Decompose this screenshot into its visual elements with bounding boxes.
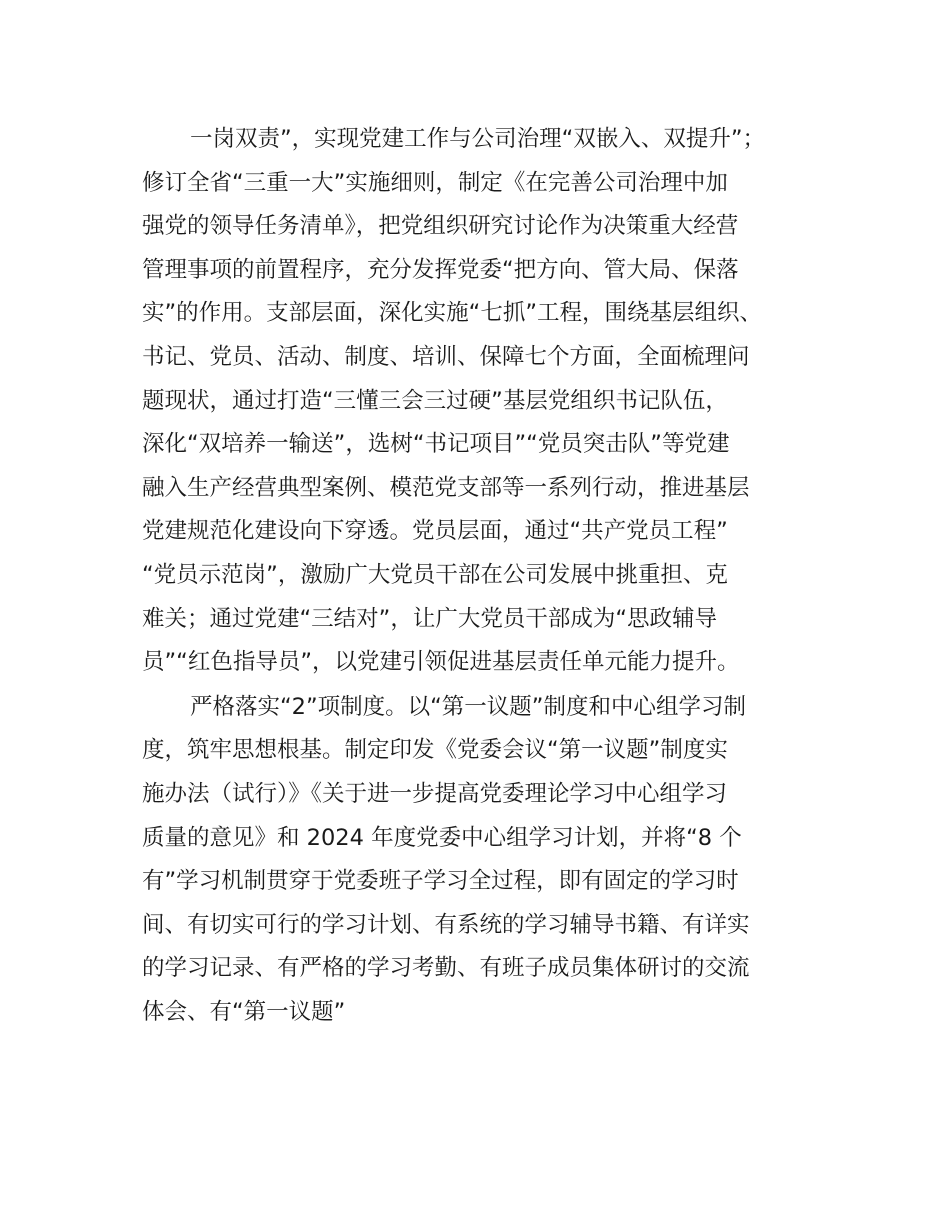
paragraph-party-building <box>142 118 812 685</box>
text-line: 强党的领导任务清单》，把党组织研究讨论作为决策重大经营 <box>142 213 739 240</box>
text-line: 修订全省“三重一大”实施细则，制定《在完善公司治理中加 <box>142 169 728 196</box>
text-line: 质量的意见》和 2024 年度党委中心组学习计划，并将“8 个 <box>142 824 742 851</box>
document-body <box>142 118 812 1034</box>
text-line: 的学习记录、有严格的学习考勤、有班子成员集体研讨的交流 <box>142 955 750 982</box>
text-line: 员”“红色指导员”，以党建引领促进基层责任单元能力提升。 <box>142 649 740 676</box>
text-line: 党建规范化建设向下穿透。党员层面，通过“共产党员工程” <box>142 518 728 545</box>
paragraph-study-system <box>142 686 812 1035</box>
text-line: 度，筑牢思想根基。制定印发《党委会议“第一议题”制度实 <box>142 737 728 764</box>
text-line: 深化“双培养一输送”，选树“书记项目”“党员突击队”等党建 <box>142 431 730 458</box>
text-line: 一岗双责”，实现党建工作与公司治理“双嵌入、双提升”； <box>190 126 765 152</box>
text-line: 间、有切实可行的学习计划、有系统的学习辅导书籍、有详实 <box>142 911 750 938</box>
text-line: 难关；通过党建“三结对”，让广大党员干部成为“思政辅导 <box>142 605 717 632</box>
text-line: 管理事项的前置程序，充分发挥党委“把方向、管大局、保落 <box>142 256 739 283</box>
text-line: “党员示范岗”，激励广大党员干部在公司发展中挑重担、克 <box>142 561 728 588</box>
text-line: 严格落实“2”项制度。以“第一议题”制度和中心组学习制 <box>190 693 746 720</box>
text-line: 题现状，通过打造“三懂三会三过硬”基层党组织书记队伍， <box>142 387 728 414</box>
text-line: 体会、有“第一议题” <box>142 998 346 1025</box>
text-line: 书记、党员、活动、制度、培训、保障七个方面，全面梳理问 <box>142 343 750 370</box>
text-line: 融入生产经营典型案例、模范党支部等一系列行动，推进基层 <box>142 474 750 501</box>
text-line: 有”学习机制贯穿于党委班子学习全过程，即有固定的学习时 <box>142 868 739 895</box>
text-line: 实”的作用。支部层面，深化实施“七抓”工程，围绕基层组织、 <box>142 300 762 327</box>
text-line: 施办法（试行）》《关于进一步提高党委理论学习中心组学习 <box>142 780 728 807</box>
